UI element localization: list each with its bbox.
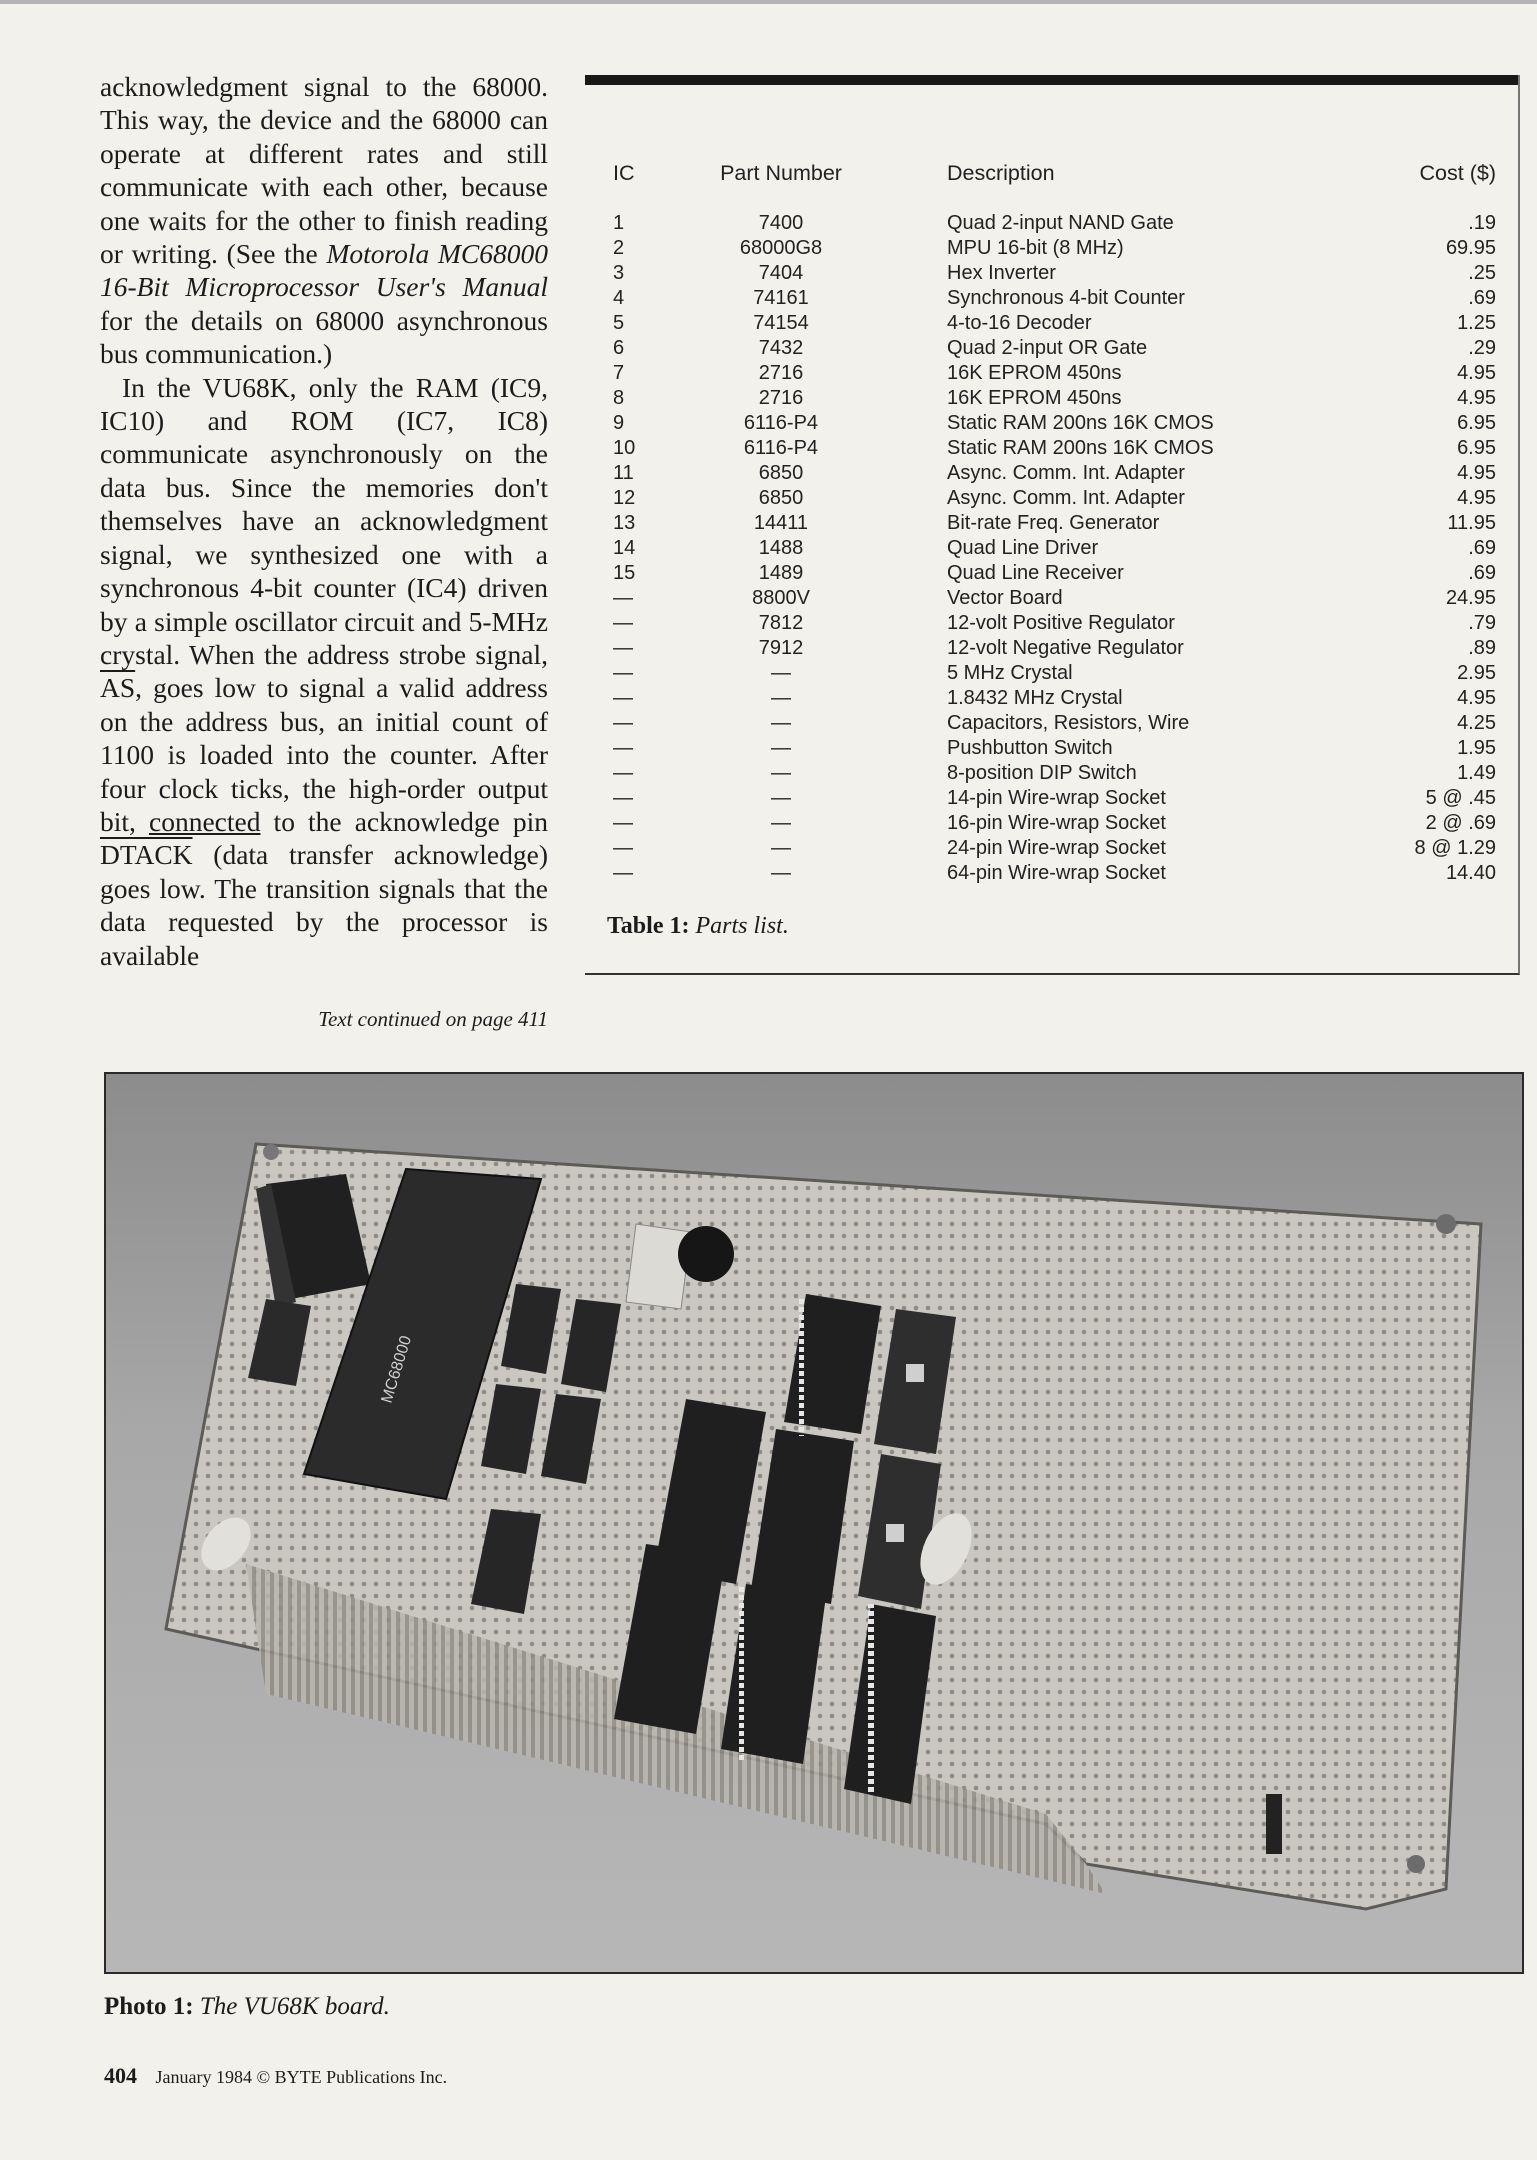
text-run: (data transfer acknowledge) goes low. The transition signals that the data requested by the processor is available: [100, 839, 548, 971]
cell-part-number: 1489: [758, 562, 804, 584]
body-paragraph-2: [100, 371, 548, 972]
text-run: for the details on 68000 asynchronous bus communication.): [100, 304, 548, 370]
cell-cost: 4.95: [1457, 387, 1496, 409]
cell-cost: 6.95: [1457, 412, 1496, 434]
cell-part-number: 7912: [758, 637, 804, 659]
cell-part-number: 6850: [758, 487, 804, 509]
cell-cost: 8 @ 1.29: [1414, 837, 1496, 859]
cell-cost: 1.49: [1457, 762, 1496, 784]
cell-cost: 4.95: [1457, 462, 1496, 484]
cell-part-number: 7812: [758, 612, 804, 634]
cell-part-number: —: [771, 687, 791, 709]
cell-ic: 11: [613, 462, 634, 484]
cell-cost: .69: [1468, 287, 1496, 309]
board-photo: [104, 1072, 1524, 1974]
cell-description: Static RAM 200ns 16K CMOS: [947, 412, 1214, 434]
cell-description: Async. Comm. Int. Adapter: [947, 462, 1185, 484]
cell-cost: 5 @ .45: [1425, 787, 1496, 809]
cell-ic: 12: [613, 487, 636, 509]
cell-cost: .69: [1468, 537, 1496, 559]
cell-cost: 11.95: [1447, 512, 1496, 534]
table-row: [585, 536, 1518, 561]
cell-cost: 2 @ .69: [1425, 812, 1496, 834]
table-row: [585, 336, 1518, 361]
cell-description: 24-pin Wire-wrap Socket: [947, 837, 1166, 859]
cell-description: Quad 2-input OR Gate: [947, 337, 1148, 359]
table-caption-text: Parts list.: [695, 913, 789, 939]
body-paragraph-1: [100, 70, 548, 371]
cell-ic: 15: [613, 562, 636, 584]
cell-ic: 1: [613, 212, 625, 234]
cell-ic: 4: [613, 287, 625, 309]
cell-description: 12-volt Negative Regulator: [947, 637, 1184, 659]
cell-ic: —: [613, 862, 633, 884]
cell-cost: 4.95: [1457, 362, 1496, 384]
cell-cost: .29: [1468, 337, 1496, 359]
text-run: connected: [149, 805, 261, 837]
table-caption-label: Table 1:: [607, 913, 690, 939]
footer-copyright: January 1984 © BYTE Publications Inc.: [155, 2067, 448, 2087]
page-top-edge: [0, 0, 1537, 4]
cell-description: Hex Inverter: [947, 262, 1056, 284]
cell-part-number: —: [771, 712, 791, 734]
cell-ic: —: [613, 587, 633, 609]
cell-description: 64-pin Wire-wrap Socket: [947, 862, 1166, 884]
cell-part-number: —: [771, 837, 791, 859]
cell-part-number: 1488: [758, 537, 804, 559]
cell-cost: .25: [1468, 262, 1496, 284]
parts-table: [585, 75, 1520, 975]
cell-ic: —: [613, 662, 633, 684]
cell-ic: 13: [613, 512, 636, 534]
table-row: [585, 361, 1518, 386]
cell-ic: —: [613, 612, 633, 634]
circuit-board-illustration: [106, 1074, 1522, 1972]
photo-caption-label: Photo 1:: [104, 1993, 194, 2020]
cell-part-number: 6850: [758, 462, 804, 484]
cell-cost: 6.95: [1457, 437, 1496, 459]
cell-ic: 9: [613, 412, 625, 434]
cell-cost: 4.95: [1457, 687, 1496, 709]
page-footer: [104, 2063, 447, 2089]
table-row: [585, 211, 1518, 236]
cell-description: Quad Line Receiver: [947, 562, 1124, 584]
cell-description: Quad Line Driver: [947, 537, 1099, 559]
cell-cost: 1.25: [1457, 312, 1496, 334]
table-row: [585, 511, 1518, 536]
table-row: [585, 561, 1518, 586]
text-run: DTACK: [100, 839, 193, 871]
cell-cost: .69: [1468, 562, 1496, 584]
cell-description: Bit-rate Freq. Generator: [947, 512, 1160, 534]
table-row: [585, 486, 1518, 511]
table-row: [585, 236, 1518, 261]
table-row: [585, 261, 1518, 286]
table-row: [585, 436, 1518, 461]
cell-description: 16K EPROM 450ns: [947, 362, 1122, 384]
text-run: to the acknowledge pin: [260, 805, 549, 837]
cell-cost: 4.25: [1457, 712, 1496, 734]
cell-cost: .79: [1468, 612, 1496, 634]
cell-ic: 5: [613, 312, 625, 334]
cell-description: Synchronous 4-bit Counter: [947, 287, 1185, 309]
cell-description: 16K EPROM 450ns: [947, 387, 1122, 409]
photo-caption: [104, 1993, 390, 2021]
cell-description: 14-pin Wire-wrap Socket: [947, 787, 1166, 809]
table-row: [585, 786, 1518, 811]
table-body: [585, 211, 1518, 886]
table-row: [585, 611, 1518, 636]
header-part-number: Part Number: [720, 161, 842, 185]
cell-cost: 69.95: [1445, 237, 1496, 259]
text-run: In the VU68K, only the RAM (IC9, IC10) and ROM (IC7, IC8) communicate asynchronously on the data bus. Since the memories don't themselves have an acknowledgment signal, we synthesized one with a synchronous 4-bit counter (IC4) driven by a simple oscillator circuit and 5-MHz crystal. When the address strobe signal,: [100, 371, 548, 670]
cell-description: 4-to-16 Decoder: [947, 312, 1092, 334]
cell-part-number: 7404: [758, 262, 804, 284]
cell-cost: .19: [1468, 212, 1496, 234]
table-row: [585, 636, 1518, 661]
cell-ic: 14: [613, 537, 636, 559]
cell-cost: 24.95: [1445, 587, 1496, 609]
cell-description: Quad 2-input NAND Gate: [947, 212, 1174, 234]
cell-ic: —: [613, 812, 633, 834]
table-row: [585, 836, 1518, 861]
cell-part-number: —: [771, 812, 791, 834]
cell-part-number: 6116-P4: [743, 412, 819, 434]
table-row: [585, 861, 1518, 886]
cell-cost: 4.95: [1457, 487, 1496, 509]
header-cost: Cost ($): [1419, 161, 1496, 185]
cell-description: 16-pin Wire-wrap Socket: [947, 812, 1166, 834]
cell-description: Pushbutton Switch: [947, 737, 1113, 759]
cell-part-number: —: [771, 762, 791, 784]
cpu-marking: MC68000: [378, 1333, 416, 1406]
body-text-column: [100, 70, 548, 972]
table-row: [585, 411, 1518, 436]
cell-description: 8-position DIP Switch: [947, 762, 1137, 784]
table-row: [585, 761, 1518, 786]
cell-part-number: —: [771, 862, 791, 884]
cell-part-number: —: [771, 787, 791, 809]
table-row: [585, 461, 1518, 486]
cell-ic: —: [613, 787, 633, 809]
cell-description: 5 MHz Crystal: [947, 662, 1073, 684]
cell-ic: —: [613, 712, 633, 734]
cell-part-number: 74154: [753, 312, 809, 334]
text-run: Motorola MC68000 16-Bit Microprocessor User's Manual: [100, 238, 548, 303]
cell-ic: —: [613, 637, 633, 659]
cell-description: Async. Comm. Int. Adapter: [947, 487, 1185, 509]
text-run: acknowledgment signal to the 68000. This way, the device and the 68000 can operate at different rates and still communicate with each other, because one waits for the other to finish reading or writing. (See the: [100, 71, 548, 270]
cell-description: 1.8432 MHz Crystal: [947, 687, 1123, 709]
cell-cost: 1.95: [1457, 737, 1496, 759]
table-row: [585, 586, 1518, 611]
cell-ic: —: [613, 762, 633, 784]
cell-description: Capacitors, Resistors, Wire: [947, 712, 1190, 734]
cell-part-number: 68000G8: [739, 237, 823, 259]
cell-part-number: 6116-P4: [743, 437, 819, 459]
text-run: $\overline{AS}$: [100, 672, 136, 704]
table-row: [585, 286, 1518, 311]
cell-part-number: 8800V: [752, 587, 810, 609]
table-row: [585, 811, 1518, 836]
cell-ic: 2: [613, 237, 625, 259]
cell-ic: 10: [613, 437, 636, 459]
table-row: [585, 711, 1518, 736]
cell-part-number: —: [771, 737, 791, 759]
page-number: 404: [104, 2063, 137, 2088]
table-row: [585, 661, 1518, 686]
header-ic: IC: [613, 161, 635, 185]
cell-part-number: 7400: [758, 212, 804, 234]
cell-cost: 14.40: [1445, 862, 1496, 884]
table-row: [585, 736, 1518, 761]
cell-ic: —: [613, 687, 633, 709]
cell-ic: 8: [613, 387, 625, 409]
table-row: [585, 686, 1518, 711]
table-caption: [607, 913, 789, 940]
cell-part-number: 2716: [758, 362, 804, 384]
cell-ic: —: [613, 737, 633, 759]
cell-description: MPU 16-bit (8 MHz): [947, 237, 1124, 259]
cell-ic: 3: [613, 262, 625, 284]
cell-cost: .89: [1468, 637, 1496, 659]
cell-cost: 2.95: [1457, 662, 1496, 684]
cell-description: 12-volt Positive Regulator: [947, 612, 1175, 634]
cell-description: Static RAM 200ns 16K CMOS: [947, 437, 1214, 459]
cell-ic: 7: [613, 362, 625, 384]
table-row: [585, 386, 1518, 411]
cell-part-number: 74161: [753, 287, 809, 309]
table-row: [585, 311, 1518, 336]
cell-part-number: 7432: [758, 337, 804, 359]
photo-caption-text: The VU68K board.: [199, 1993, 390, 2020]
cell-description: Vector Board: [947, 587, 1063, 609]
text-run: , goes low to signal a valid address on the address bus, an initial count of 1100 is loaded into the counter. After four clock ticks, the high-order output bit,: [100, 672, 548, 837]
table-header-row: [585, 161, 1518, 191]
cell-part-number: —: [771, 662, 791, 684]
cell-part-number: 14411: [753, 512, 809, 534]
cell-ic: —: [613, 837, 633, 859]
table-top-rule: [585, 75, 1518, 85]
cell-ic: 6: [613, 337, 625, 359]
header-description: Description: [947, 161, 1055, 185]
cell-part-number: 2716: [758, 387, 804, 409]
text-continued-note: Text continued on page 411: [318, 1007, 548, 1031]
